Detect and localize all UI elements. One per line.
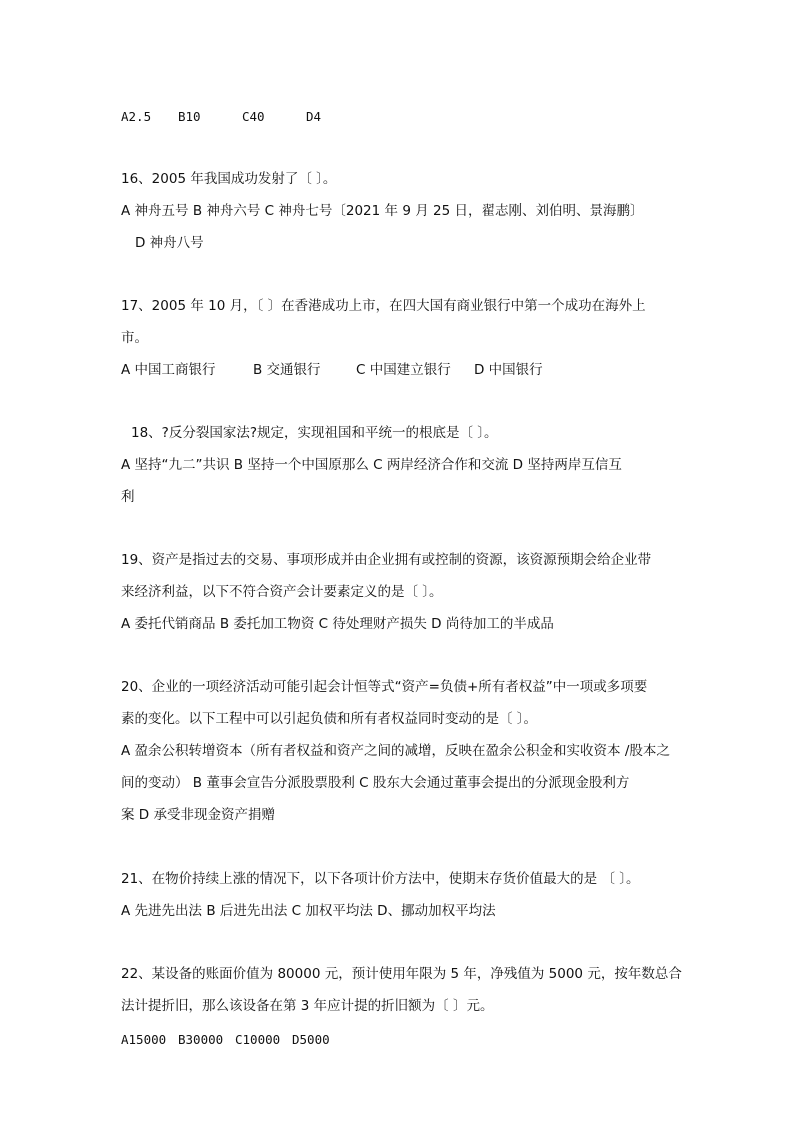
- q20-options-line1: A 盈余公积转增资本（所有者权益和资产之间的减增，反映在盈余公积金和实收资本 /股本之: [121, 743, 670, 759]
- q21-options: A 先进先出法 B 后进先出法 C 加权平均法 D、挪动加权平均法: [121, 903, 496, 919]
- q22-option-a: A15000: [121, 1032, 167, 1047]
- q22-options: [121, 1031, 330, 1049]
- q19-stem-line1: 19、资产是指过去的交易、事项形成并由企业拥有或控制的资源，该资源预期会给企业带: [121, 552, 652, 568]
- q17-stem-line2: 市。: [121, 330, 148, 346]
- q15-option-c: C40: [242, 109, 265, 124]
- q22-stem-line1: 22、某设备的账面价值为 80000 元，预计使用年限为 5 年，净残值为 5000 元，按年数总合: [121, 966, 682, 982]
- q22-stem-line2: 法计提折旧，那么该设备在第 3 年应计提的折旧额为〔 〕元。: [121, 998, 494, 1014]
- q22-option-b: B30000: [178, 1032, 224, 1047]
- q20-options-line3: 案 D 承受非现金资产捐赠: [121, 807, 275, 823]
- q16-options-line2: D 神舟八号: [135, 235, 204, 251]
- q17-option-c: C 中国建立银行: [356, 362, 451, 378]
- q20-options-line2: 间的变动） B 董事会宣告分派股票股利 C 股东大会通过董事会提出的分派现金股利方: [121, 775, 630, 791]
- q15-option-d: D4: [306, 109, 322, 124]
- q21-stem: 21、在物价持续上涨的情况下，以下各项计价方法中，使期末存货价值最大的是 〔 〕。: [121, 871, 640, 887]
- q17-stem-line1: 17、2005 年 10 月，〔 〕在香港成功上市，在四大国有商业银行中第一个成功在海外上: [121, 298, 646, 314]
- q18-options-line2: 利: [121, 489, 135, 505]
- q16-options-line1: A 神舟五号 B 神舟六号 C 神舟七号〔2021 年 9 月 25 日，翟志刚、刘伯明、景海鹏〕: [121, 203, 644, 219]
- q17-option-d: D 中国银行: [474, 362, 543, 378]
- q22-option-c: C10000: [235, 1032, 281, 1047]
- q17-option-b: B 交通银行: [253, 362, 321, 378]
- q15-option-b: B10: [178, 109, 201, 124]
- q20-stem-line1: 20、企业的一项经济活动可能引起会计恒等式“资产=负债+所有者权益”中一项或多项要: [121, 679, 648, 695]
- q15-options: [121, 108, 321, 126]
- q19-options: A 委托代销商品 B 委托加工物资 C 待处理财产损失 D 尚待加工的半成品: [121, 616, 554, 632]
- q16-stem: 16、2005 年我国成功发射了〔 〕。: [121, 171, 337, 187]
- q22-option-d: D5000: [292, 1032, 330, 1047]
- q18-stem: 18、?反分裂国家法?规定，实现祖国和平统一的根底是〔 〕。: [131, 425, 498, 441]
- q20-stem-line2: 素的变化。以下工程中可以引起负债和所有者权益同时变动的是〔 〕。: [121, 711, 538, 727]
- q17-options: [121, 361, 543, 379]
- q18-options-line1: A 坚持“九二”共识 B 坚持一个中国原那么 C 两岸经济合作和交流 D 坚持两岸互信互: [121, 457, 622, 473]
- q17-option-a: A 中国工商银行: [121, 362, 216, 378]
- q19-stem-line2: 来经济利益，以下不符合资产会计要素定义的是〔 〕。: [121, 584, 443, 600]
- q15-option-a: A2.5: [121, 109, 152, 124]
